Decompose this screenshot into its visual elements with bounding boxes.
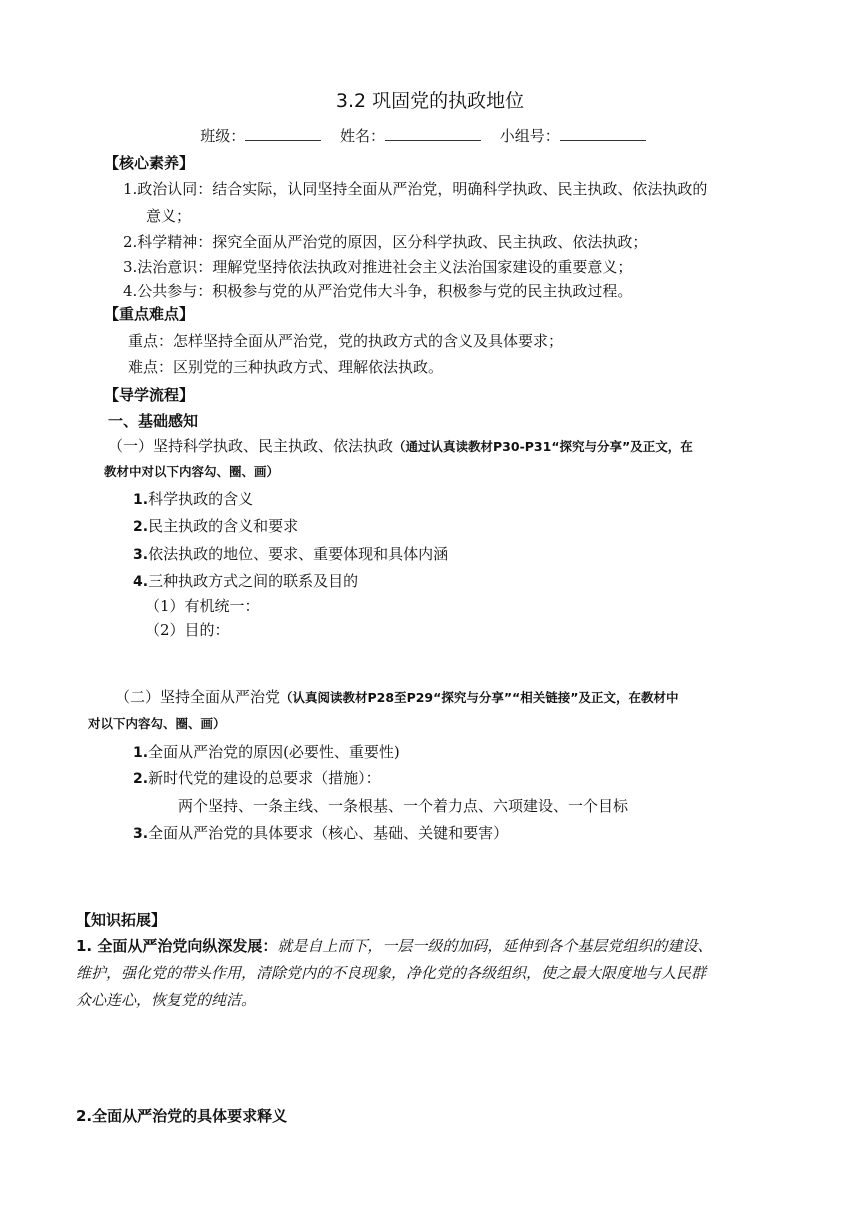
group-label: 小组号： [499,127,560,145]
difficulty-text: 难点：区别党的三种执政方式、理解依法执政。 [128,358,444,376]
group-blank[interactable] [560,126,646,141]
part2-note: （认真阅读教材P28至P29“探究与分享”“相关链接”及正文，在教材中 [280,690,679,705]
part1-sub-2: （2）目的： [145,621,230,639]
core-item-1-line1: 1.政治认同：结合实际，认同坚持全面从严治党，明确科学执政、民主执政、依法执政的 [123,180,708,198]
class-blank[interactable] [245,126,321,141]
key-points-heading: 【重点难点】 [104,305,195,323]
ext-item-1-line2: 维护，强化党的带头作用，清除党内的不良现象，净化党的各级组织，使之最大限度地与人民群 [76,964,707,982]
part1-item-2: 2.民主执政的含义和要求 [133,517,299,535]
part2-item-1: 1.全面从严治党的原因(必要性、重要性) [133,743,400,761]
part1-sub-1: （1）有机统一： [145,597,260,615]
part1-item-3: 3.依法执政的地位、要求、重要体现和具体内涵 [133,545,449,563]
section-basic-perception: 一、基础感知 [108,412,199,430]
part1-item-1: 1.科学执政的含义 [133,490,254,508]
part1-note-line2: 教材中对以下内容勾、圈、画） [104,464,280,479]
part1-title: （一）坚持科学执政、民主执政、依法执政 [108,437,394,455]
core-item-1-line2: 意义； [146,207,192,225]
ext-item-2-label: 2.全面从严治党的具体要求释义 [76,1107,288,1125]
core-item-4: 4.公共参与：积极参与党的从严治党伟大斗争，积极参与党的民主执政过程。 [123,282,633,300]
part2-note-line2: 对以下内容勾、圈、画） [88,716,226,731]
part1-title-line [108,435,693,456]
name-label: 姓名： [339,127,385,145]
ext-item-1-label: 1. 全面从严治党向纵深发展： [76,937,278,955]
knowledge-extension-heading: 【知识拓展】 [76,911,167,929]
ext-item-1-line1: 1. 全面从严治党向纵深发展：就是自上而下，一层一级的加码，延伸到各个基层党组织的建设、 [76,937,713,955]
student-info-row [0,125,860,146]
ext-item-1-line3: 众心连心，恢复党的纯洁。 [76,991,257,1009]
part2-item-3: 3.全面从严治党的具体要求（核心、基础、关键和要害） [133,824,509,842]
part2-title: （二）坚持全面从严治党 [115,688,281,706]
class-label: 班级： [200,127,246,145]
core-literacy-heading: 【核心素养】 [104,154,195,172]
part1-note: （通过认真读教材P30-P31“探究与分享”及正文，在 [393,439,693,454]
part2-item-2: 2.新时代党的建设的总要求（措施）： [133,769,381,787]
part2-item-2-detail: 两个坚持、一条主线、一条根基、一个着力点、六项建设、一个目标 [178,797,629,815]
core-item-2: 2.科学精神：探究全面从严治党的原因，区分科学执政、民主执政、依法执政； [123,233,648,251]
focus-text: 重点：怎样坚持全面从严治党，党的执政方式的含义及具体要求； [128,332,564,350]
name-blank[interactable] [385,126,481,141]
part1-item-4: 4.三种执政方式之间的联系及目的 [133,572,359,590]
core-item-3: 3.法治意识：理解党坚持依法执政对推进社会主义法治国家建设的重要意义； [123,258,633,276]
guide-heading: 【导学流程】 [104,386,195,404]
page-title: 3.2 巩固党的执政地位 [335,90,525,112]
part2-title-line [115,686,679,707]
